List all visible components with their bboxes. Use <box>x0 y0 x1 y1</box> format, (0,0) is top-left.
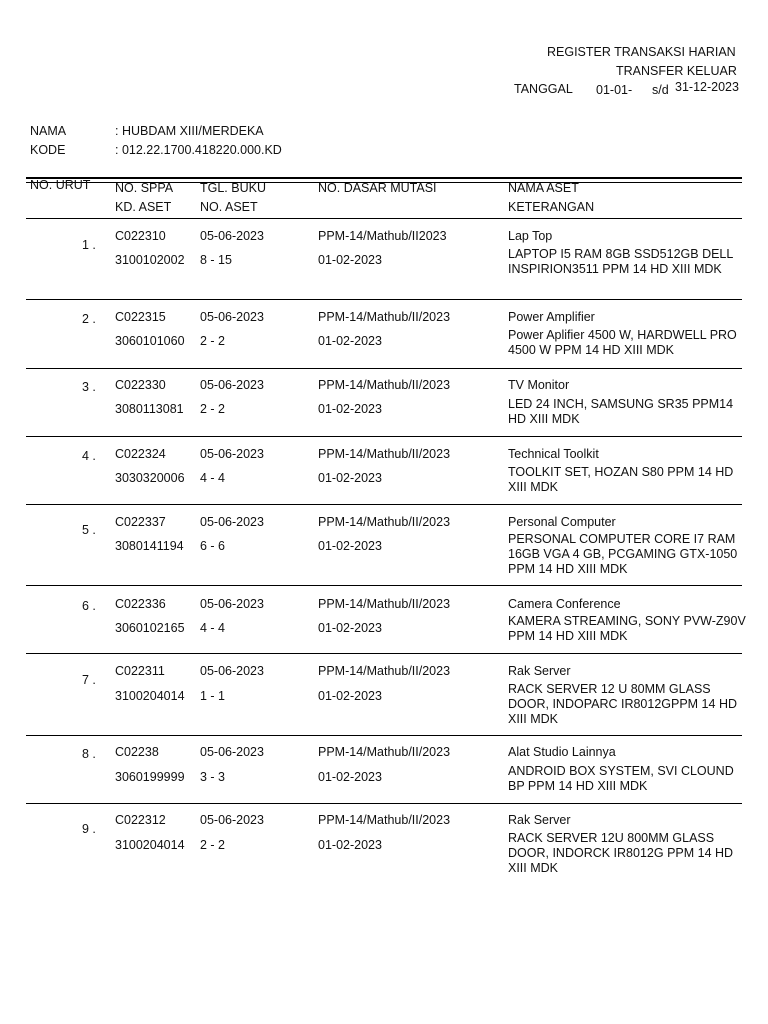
asset-code: 3100204014 <box>115 838 185 852</box>
asset-number: 4 - 4 <box>200 471 226 485</box>
mutation-date: 01-02-2023 <box>318 539 382 553</box>
row-divider <box>26 803 742 804</box>
mutation-ref: PPM-14/Mathub/II/2023 <box>318 597 451 611</box>
date-from: 01-01- <box>596 83 633 97</box>
col-no-urut: NO. URUT <box>30 178 91 192</box>
sppa-number: C022330 <box>115 378 166 392</box>
report-title: REGISTER TRANSAKSI HARIAN <box>547 45 736 59</box>
row-number: 1 . <box>82 238 96 252</box>
nama-label: NAMA <box>30 124 67 138</box>
sppa-number: C022336 <box>115 597 166 611</box>
asset-description: LED 24 INCH, SAMSUNG SR35 PPM14 HD XIII MDK <box>508 397 734 426</box>
col-nama-aset: NAMA ASET <box>508 181 579 195</box>
col-no-dasar-mutasi: NO. DASAR MUTASI <box>318 181 437 195</box>
col-kd-aset: KD. ASET <box>115 200 172 214</box>
asset-code: 3060101060 <box>115 334 185 348</box>
mutation-date: 01-02-2023 <box>318 770 382 784</box>
row-divider <box>26 436 742 437</box>
asset-name: Lap Top <box>508 229 553 243</box>
book-date: 05-06-2023 <box>200 310 264 324</box>
asset-code: 3080141194 <box>115 539 184 553</box>
row-number: 7 . <box>82 673 96 687</box>
header-bottom-rule <box>26 218 742 219</box>
asset-description: LAPTOP I5 RAM 8GB SSD512GB DELL INSPIRION3511 PPM 14 HD XIII MDK <box>508 247 733 276</box>
date-separator: s/d <box>652 83 669 97</box>
mutation-ref: PPM-14/Mathub/II/2023 <box>318 378 451 392</box>
sppa-number: C022324 <box>115 447 166 461</box>
mutation-ref: PPM-14/Mathub/II/2023 <box>318 515 451 529</box>
row-divider <box>26 585 742 586</box>
asset-number: 6 - 6 <box>200 539 226 553</box>
book-date: 05-06-2023 <box>200 229 264 243</box>
sppa-number: C022315 <box>115 310 166 324</box>
col-no-sppa: NO. SPPA <box>115 181 174 195</box>
date-label: TANGGAL <box>514 82 573 96</box>
sppa-number: C02238 <box>115 745 159 759</box>
asset-name: Power Amplifier <box>508 310 595 324</box>
row-divider <box>26 504 742 505</box>
row-number: 6 . <box>82 599 96 613</box>
report-subtitle: TRANSFER KELUAR <box>616 64 737 78</box>
mutation-date: 01-02-2023 <box>318 402 382 416</box>
col-keterangan: KETERANGAN <box>508 200 595 214</box>
asset-code: 3060199999 <box>115 770 185 784</box>
mutation-date: 01-02-2023 <box>318 471 382 485</box>
row-divider <box>26 299 742 300</box>
asset-name: Personal Computer <box>508 515 616 529</box>
asset-description: RACK SERVER 12 U 80MM GLASS DOOR, INDOPARC IR8012GPPM 14 HD XIII MDK <box>508 682 737 726</box>
mutation-ref: PPM-14/Mathub/II/2023 <box>318 745 451 759</box>
asset-description: KAMERA STREAMING, SONY PVW-Z90V PPM 14 HD XIII MDK <box>508 614 746 643</box>
asset-number: 8 - 15 <box>200 253 232 267</box>
asset-number: 4 - 4 <box>200 621 226 635</box>
row-number: 3 . <box>82 380 96 394</box>
col-no-aset: NO. ASET <box>200 200 258 214</box>
asset-code: 3030320006 <box>115 471 185 485</box>
asset-name: Rak Server <box>508 664 571 678</box>
col-tgl-buku: TGL. BUKU <box>200 181 266 195</box>
asset-description: PERSONAL COMPUTER CORE I7 RAM 16GB VGA 4 GB, PCGAMING GTX-1050 PPM 14 HD XIII MDK <box>508 532 738 576</box>
mutation-date: 01-02-2023 <box>318 621 382 635</box>
kode-value: : 012.22.1700.418220.000.KD <box>115 143 282 157</box>
row-divider <box>26 368 742 369</box>
mutation-ref: PPM-14/Mathub/II/2023 <box>318 310 451 324</box>
asset-code: 3080113081 <box>115 402 184 416</box>
mutation-ref: PPM-14/Mathub/II2023 <box>318 229 447 243</box>
mutation-date: 01-02-2023 <box>318 253 382 267</box>
header-top-rule <box>26 177 742 179</box>
asset-description: Power Aplifier 4500 W, HARDWELL PRO 4500 W PPM 14 HD XIII MDK <box>508 328 737 357</box>
asset-name: Camera Conference <box>508 597 621 611</box>
book-date: 05-06-2023 <box>200 378 264 392</box>
row-divider <box>26 653 742 654</box>
sppa-number: C022311 <box>115 664 165 678</box>
mutation-date: 01-02-2023 <box>318 838 382 852</box>
asset-code: 3100204014 <box>115 689 185 703</box>
row-number: 8 . <box>82 747 96 761</box>
asset-name: TV Monitor <box>508 378 570 392</box>
kode-label: KODE <box>30 143 66 157</box>
book-date: 05-06-2023 <box>200 515 264 529</box>
asset-number: 2 - 2 <box>200 334 226 348</box>
date-to: 31-12-2023 <box>675 80 739 94</box>
book-date: 05-06-2023 <box>200 813 264 827</box>
asset-number: 1 - 1 <box>200 689 226 703</box>
sppa-number: C022337 <box>115 515 166 529</box>
asset-number: 2 - 2 <box>200 838 226 852</box>
asset-code: 3060102165 <box>115 621 185 635</box>
asset-name: Alat Studio Lainnya <box>508 745 616 759</box>
asset-description: ANDROID BOX SYSTEM, SVI CLOUND BP PPM 14 HD XIII MDK <box>508 764 734 793</box>
book-date: 05-06-2023 <box>200 597 264 611</box>
sppa-number: C022310 <box>115 229 166 243</box>
asset-number: 2 - 2 <box>200 402 226 416</box>
book-date: 05-06-2023 <box>200 664 264 678</box>
mutation-ref: PPM-14/Mathub/II/2023 <box>318 447 451 461</box>
nama-value: : HUBDAM XIII/MERDEKA <box>115 124 264 138</box>
asset-name: Technical Toolkit <box>508 447 599 461</box>
mutation-date: 01-02-2023 <box>318 334 382 348</box>
asset-description: RACK SERVER 12U 800MM GLASS DOOR, INDORCK IR8012G PPM 14 HD XIII MDK <box>508 831 734 875</box>
asset-number: 3 - 3 <box>200 770 226 784</box>
asset-name: Rak Server <box>508 813 571 827</box>
asset-code: 3100102002 <box>115 253 185 267</box>
book-date: 05-06-2023 <box>200 447 264 461</box>
row-number: 9 . <box>82 822 96 836</box>
mutation-date: 01-02-2023 <box>318 689 382 703</box>
book-date: 05-06-2023 <box>200 745 264 759</box>
asset-description: TOOLKIT SET, HOZAN S80 PPM 14 HD XIII MDK <box>508 465 734 494</box>
row-divider <box>26 735 742 736</box>
mutation-ref: PPM-14/Mathub/II/2023 <box>318 664 451 678</box>
mutation-ref: PPM-14/Mathub/II/2023 <box>318 813 451 827</box>
row-number: 4 . <box>82 449 96 463</box>
sppa-number: C022312 <box>115 813 166 827</box>
row-number: 5 . <box>82 523 96 537</box>
row-number: 2 . <box>82 312 96 326</box>
